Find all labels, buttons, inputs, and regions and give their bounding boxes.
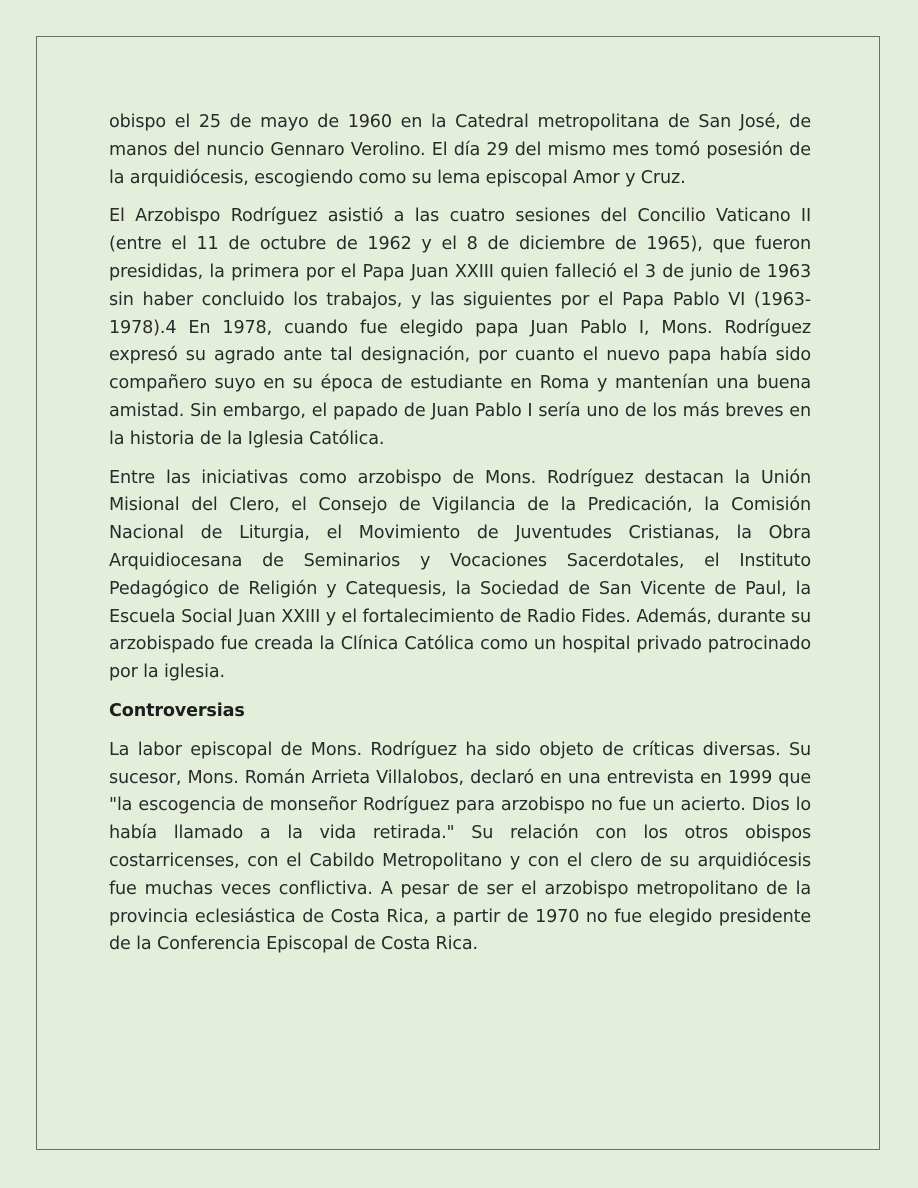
document-page (36, 36, 880, 1150)
section-heading-controversias: Controversias (109, 700, 245, 721)
document-body (109, 109, 811, 970)
paragraph-initiatives: Entre las iniciativas como arzobispo de Mons. Rodríguez destacan la Unión Misional del Clero, el Consejo de Vigilancia de la Predicación, la Comisión Nacional de Liturgia, el Movimiento de Juventudes Cristianas, la Obra Arquidiocesana de Seminarios y Vocaciones Sacerdotales, el Instituto Pedagógico de Religión y Catequesis, la Sociedad de San Vicente de Paul, la Escuela Social Juan XXIII y el fortalecimiento de Radio Fides. Además, durante su arzobispado fue creada la Clínica Católica como un hospital privado patrocinado por la iglesia. (109, 467, 811, 683)
paragraph-vatican-council: El Arzobispo Rodríguez asistió a las cuatro sesiones del Concilio Vaticano II (entre el 11 de octubre de 1962 y el 8 de diciembre de 1965), que fueron presididas, la primera por el Papa Juan XXIII quien falleció el 3 de junio de 1963 sin haber concluido los trabajos, y las siguientes por el Papa Pablo VI (1963-1978).4 En 1978, cuando fue elegido papa Juan Pablo I, Mons. Rodríguez expresó su agrado ante tal designación, por cuanto el nuevo papa había sido compañero suyo en su época de estudiante en Roma y mantenían una buena amistad. Sin embargo, el papado de Juan Pablo I sería uno de los más breves en la historia de la Iglesia Católica. (109, 206, 811, 449)
paragraph-consecration: obispo el 25 de mayo de 1960 en la Catedral metropolitana de San José, de manos del nuncio Gennaro Verolino. El día 29 del mismo mes tomó posesión de la arquidiócesis, escogiendo como su lema episcopal Amor y Cruz. (109, 112, 811, 188)
paragraph-controversies: La labor episcopal de Mons. Rodríguez ha sido objeto de críticas diversas. Su sucesor, Mons. Román Arrieta Villalobos, declaró en una entrevista en 1999 que "la escogencia de monseñor Rodríguez para arzobispo no fue un acierto. Dios lo había llamado a la vida retirada." Su relación con los otros obispos costarricenses, con el Cabildo Metropolitano y con el clero de su arquidiócesis fue muchas veces conflictiva. A pesar de ser el arzobispo metropolitano de la provincia eclesiástica de Costa Rica, a partir de 1970 no fue elegido presidente de la Conferencia Episcopal de Costa Rica. (109, 739, 811, 955)
